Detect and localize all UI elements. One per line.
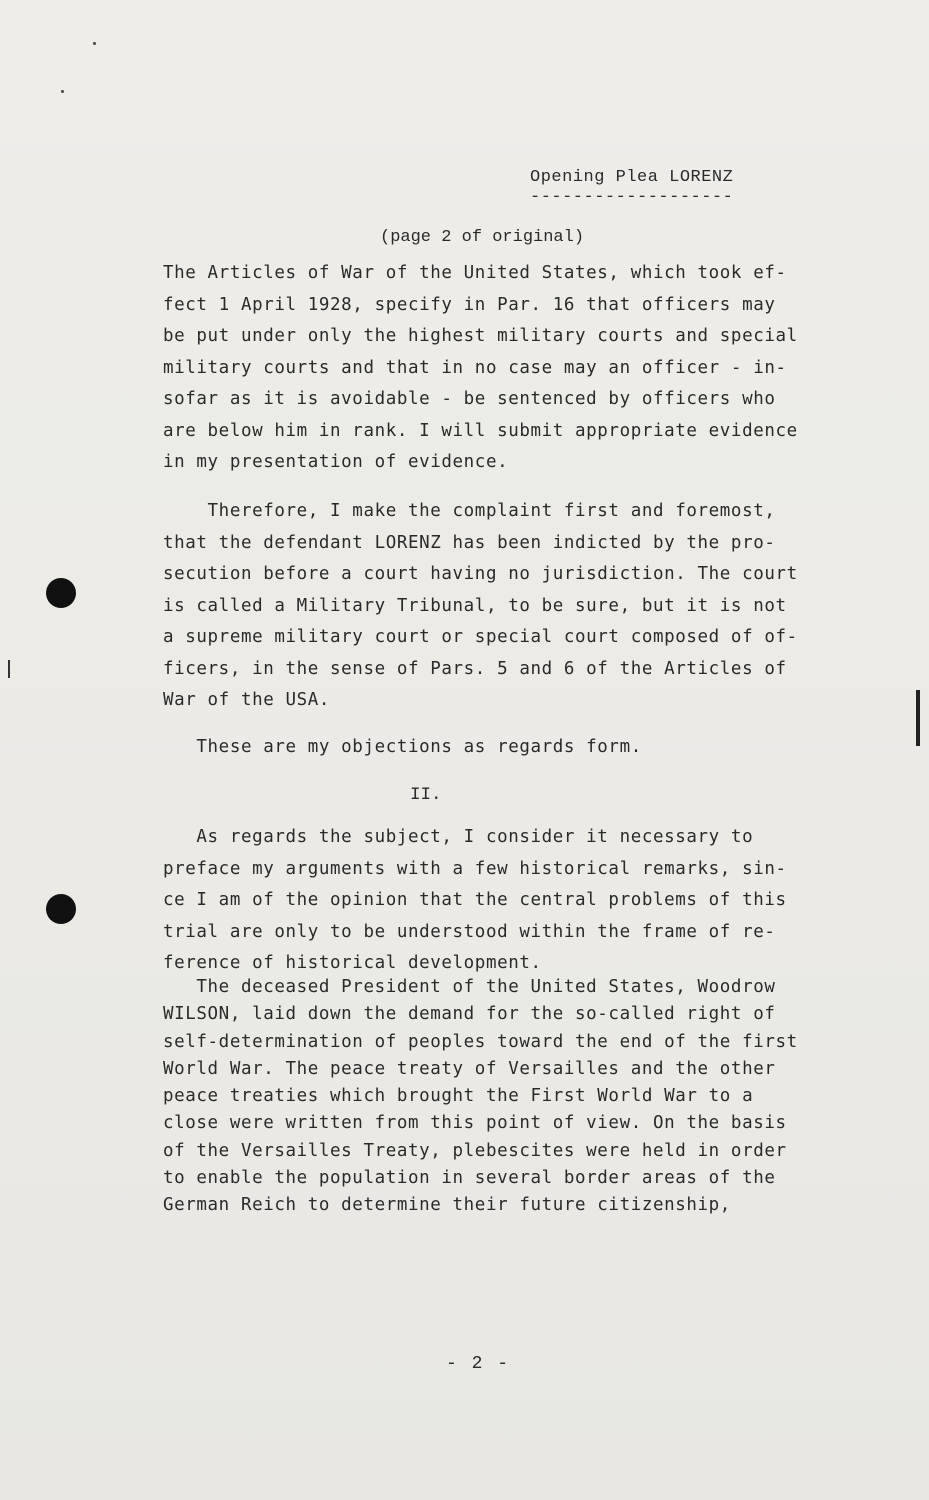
paragraph-self-determination: The deceased President of the United States, Woodrow WILSON, laid down the demand for the so-called right of self-determination of peoples toward the end of the first World War. The peace treaty of Versailles and the other peace treaties which brought the First World War to a close were written from this point of view. On the basis of the Versailles Treaty, plebescites were held in order to enable the population in several border areas of the German Reich to determine their future citizenship,	[163, 977, 798, 1216]
punch-hole	[46, 894, 76, 924]
edge-mark	[8, 660, 10, 678]
paper-speck	[93, 42, 96, 45]
paragraph-objections: These are my objections as regards form.	[163, 737, 642, 757]
edge-mark	[916, 690, 920, 746]
paragraph-historical-remarks: As regards the subject, I consider it necessary to preface my arguments with a few historical remarks, sin- ce I am of the opinion that the central problems of this trial are only to be understood within the frame of re- ference of historical development.	[163, 827, 787, 973]
header-underline: -------------------	[530, 188, 734, 207]
punch-hole	[46, 578, 76, 608]
page-reference: (page 2 of original)	[380, 228, 585, 247]
document-header-title: Opening Plea LORENZ	[530, 168, 734, 187]
paragraph-articles-of-war: The Articles of War of the United States, which took ef- fect 1 April 1928, specify in Par. 16 that officers may be put under only the highest military courts and special military courts and that in no case may an officer - in- sofar as it is avoidable - be sentenced by officers who are below him in rank. I will submit appropriate evidence in my presentation of evidence.	[163, 263, 798, 472]
paper-speck	[61, 90, 64, 93]
section-number: II.	[410, 785, 442, 805]
paragraph-complaint: Therefore, I make the complaint first and foremost, that the defendant LORENZ has been indicted by the pro- secution before a court having no jurisdiction. The court is called a Military Tribunal, to be sure, but it is not a supreme military court or special court composed of of- ficers, in the sense of Pars. 5 and 6 of the Articles of War of the USA.	[163, 501, 798, 710]
page-number: - 2 -	[446, 1354, 511, 1374]
